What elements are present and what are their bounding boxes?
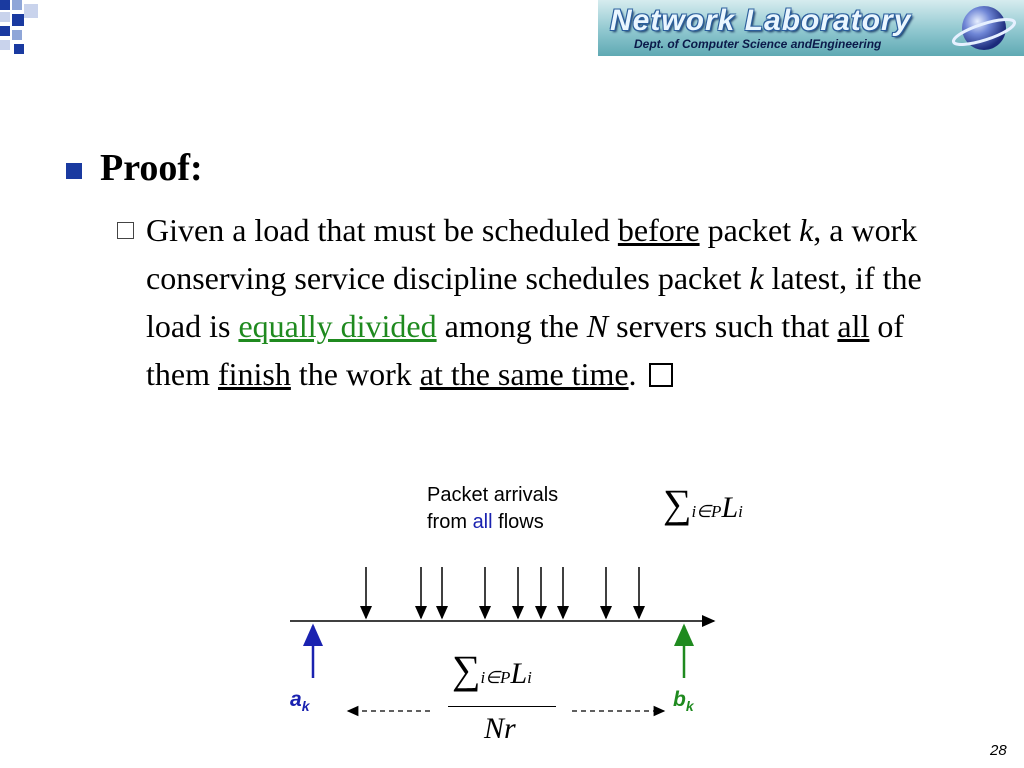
banner-subtitle: Dept. of Computer Science andEngineering [634, 37, 882, 51]
sum-symbol: ∑ [452, 647, 481, 692]
fraction-denominator: Nr [484, 712, 516, 745]
var-k: k [749, 260, 764, 296]
para-text: . [628, 356, 637, 392]
var-k: k [799, 212, 814, 248]
underlined-all: all [837, 308, 870, 344]
para-text: Given a load that must be scheduled [146, 212, 618, 248]
underlined-same-time: at the same time [419, 356, 629, 392]
sum-formula-numerator [452, 646, 532, 693]
arrival-arrows [366, 567, 639, 618]
sum-term-subscript: i [527, 668, 532, 687]
banner-title: Network Laboratory [610, 4, 912, 37]
arrivals-text: flows [492, 511, 544, 533]
sum-term: L [510, 657, 528, 690]
bk-label [673, 688, 694, 714]
underlined-before: before [617, 212, 700, 248]
arrivals-text: from [427, 511, 473, 533]
ak-letter: a [290, 688, 302, 711]
para-text: packet [699, 212, 800, 248]
bk-subscript: k [685, 698, 694, 715]
highlight-equally-divided: equally divided [238, 308, 437, 344]
ak-label [290, 688, 309, 714]
sum-subscript: i∈P [480, 668, 511, 687]
bk-letter: b [673, 688, 686, 711]
para-text: , a work conserving service discipline schedules packet [146, 212, 918, 296]
ak-subscript: k [301, 698, 310, 715]
page-number: 28 [990, 742, 1007, 759]
para-text: servers such that [608, 308, 838, 344]
para-text: latest, if the load is [146, 260, 922, 344]
var-n: N [586, 308, 609, 344]
arrivals-line1: Packet arrivals [427, 484, 559, 506]
para-text: the work [290, 356, 420, 392]
para-text: among the [436, 308, 587, 344]
slide-heading: Proof: [100, 147, 203, 189]
sum-term: L [721, 491, 739, 524]
arrivals-all: all [472, 511, 493, 533]
sum-formula-top [663, 480, 743, 527]
fraction-bar [448, 706, 556, 707]
sum-subscript: i∈P [691, 502, 722, 521]
underlined-finish: finish [217, 356, 291, 392]
para-text: of them [146, 308, 905, 392]
sum-symbol: ∑ [663, 481, 692, 526]
sum-term-subscript: i [738, 502, 743, 521]
